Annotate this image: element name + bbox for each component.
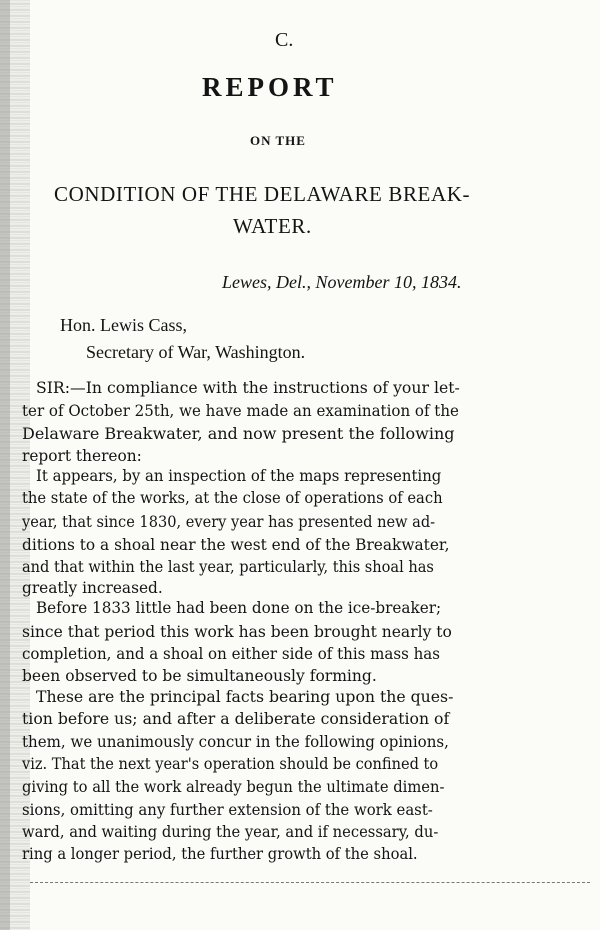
body-line: Delaware Breakwater, and now present the following xyxy=(22,424,455,443)
body-line: the state of the works, at the close of operations of each xyxy=(22,488,443,507)
page-binding-shadow xyxy=(0,0,10,930)
body-line: SIR:—In compliance with the instructions of your let- xyxy=(36,378,460,397)
body-line: viz. That the next year's operation should be confined to xyxy=(22,754,439,773)
body-line: Before 1833 little had been done on the ice-breaker; xyxy=(36,598,442,617)
heading-line-1: CONDITION OF THE DELAWARE BREAK- xyxy=(54,182,471,206)
addressee-name: Hon. Lewis Cass, xyxy=(60,315,187,335)
body-line: year, that since 1830, every year has presented new ad- xyxy=(22,512,436,531)
body-line: since that period this work has been brought nearly to xyxy=(22,622,452,641)
body-line: been observed to be simultaneously forming. xyxy=(22,666,377,685)
page-bottom-rule xyxy=(30,882,590,883)
body-line: ring a longer period, the further growth of the shoal. xyxy=(22,844,418,863)
body-line: These are the principal facts bearing upon the ques- xyxy=(36,687,454,706)
body-line: ter of October 25th, we have made an examination of the xyxy=(22,401,459,420)
body-line: giving to all the work already begun the ultimate dimen- xyxy=(22,777,445,796)
body-line: completion, and a shoal on either side of this mass has xyxy=(22,644,440,663)
report-subtitle: ON THE xyxy=(250,133,306,148)
body-line: greatly increased. xyxy=(22,578,163,597)
body-line: ditions to a shoal near the west end of the Breakwater, xyxy=(22,535,450,554)
body-line: ward, and waiting during the year, and if necessary, du- xyxy=(22,822,439,841)
body-line: sions, omitting any further extension of the work east- xyxy=(22,800,433,819)
heading-line-2: WATER. xyxy=(233,214,312,238)
dateline: Lewes, Del., November 10, 1834. xyxy=(222,272,462,292)
body-line: tion before us; and after a deliberate consideration of xyxy=(22,709,450,728)
addressee-title: Secretary of War, Washington. xyxy=(86,342,306,362)
appendix-letter: C. xyxy=(275,29,294,51)
report-title: REPORT xyxy=(202,72,338,102)
body-line: report thereon: xyxy=(22,446,142,465)
body-line: them, we unanimously concur in the following opinions, xyxy=(22,732,449,751)
body-line: and that within the last year, particularly, this shoal has xyxy=(22,557,434,576)
body-line: It appears, by an inspection of the maps representing xyxy=(36,466,442,485)
